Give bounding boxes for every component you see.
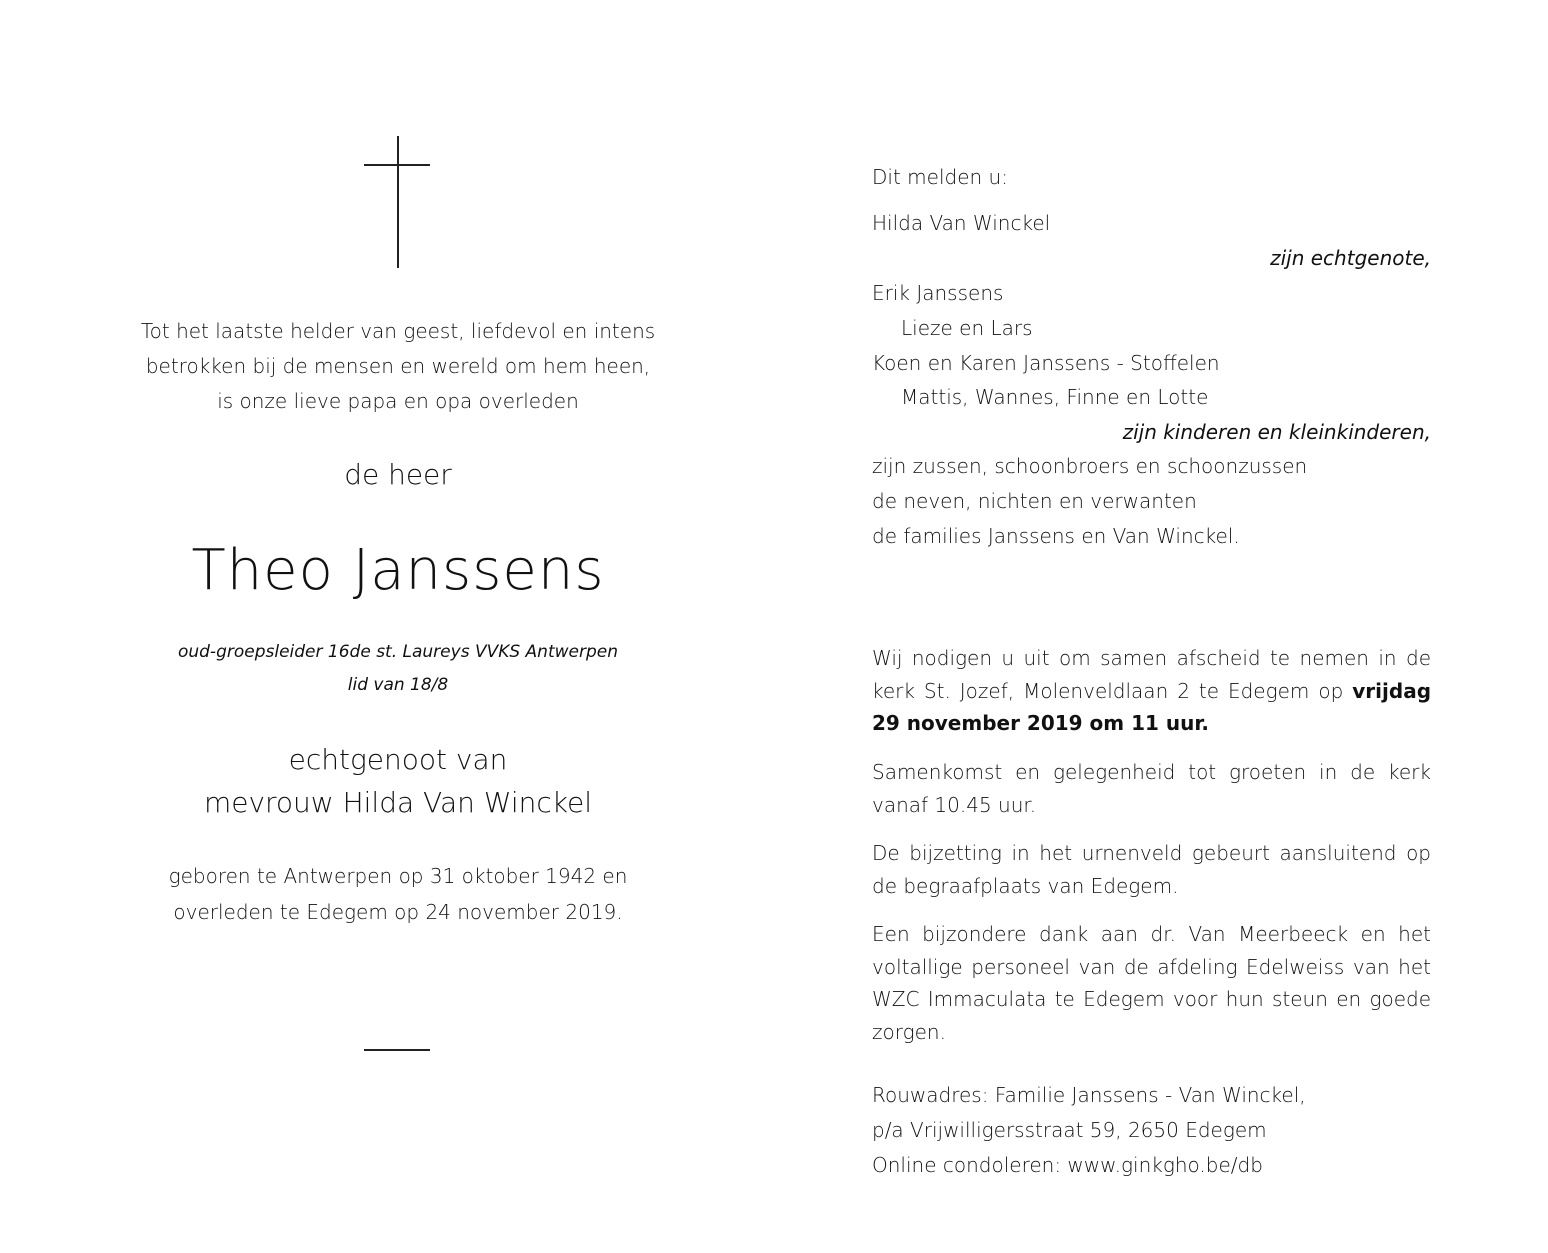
invitation-paragraph [872, 642, 1431, 740]
role-line: lid van 18/8 [347, 675, 449, 695]
thanks-paragraph: Een bijzondere dank aan dr. Van Meerbeeck en het voltallige personeel van de afdeling Edelweiss van het WZC Immaculata te Edegem voor hun steun en goede zorgen. [872, 922, 1431, 1044]
intro-text [100, 314, 696, 419]
intro-line: is onze lieve papa en opa overleden [217, 389, 579, 413]
burial-paragraph: De bijzetting in het urnenveld gebeurt aansluitend op de begraafplaats van Edegem. [872, 841, 1431, 898]
family-line: Erik Janssens [872, 281, 1004, 305]
spouse-text [100, 738, 696, 824]
invitation-text: Wij nodigen u uit om samen afscheid te nemen in de kerk St. Jozef, Molenveldlaan 2 te Edegem op [872, 646, 1431, 703]
announce-heading: Dit melden u: [872, 165, 1008, 189]
address-line: p/a Vrijwilligersstraat 59, 2650 Edegem [872, 1118, 1267, 1142]
invitation-date: vrijdag 29 november 2019 om 11 uur. [872, 678, 1432, 735]
death-line: overleden te Edegem op 24 november 2019. [173, 900, 623, 924]
spouse-line: mevrouw Hilda Van Winckel [203, 786, 593, 819]
title-prefix: de heer [344, 458, 452, 491]
address-block [872, 1078, 1306, 1183]
family-line: Koen en Karen Janssens - Stoffelen [872, 351, 1220, 375]
condolence-link[interactable]: Online condoleren: www.ginkgho.be/db [872, 1153, 1263, 1177]
intro-line: Tot het laatste helder van geest, liefdevol en intens [140, 319, 656, 343]
birth-death-text [100, 858, 696, 930]
birth-line: geboren te Antwerpen op 31 oktober 1942 en [168, 864, 628, 888]
role-text [100, 636, 696, 702]
family-line: Lieze en Lars [901, 316, 1033, 340]
gathering-paragraph: Samenkomst en gelegenheid tot groeten in de kerk vanaf 10.45 uur. [872, 760, 1431, 817]
address-line: Rouwadres: Familie Janssens - Van Winckel, [872, 1083, 1306, 1107]
relatives-line: de families Janssens en Van Winckel. [872, 524, 1240, 548]
spouse-name: Hilda Van Winckel [872, 211, 1051, 235]
relatives-line: de neven, nichten en verwanten [872, 489, 1197, 513]
family-line: Mattis, Wannes, Finne en Lotte [901, 385, 1209, 409]
closing-divider [364, 1049, 430, 1051]
relatives-line: zijn zussen, schoonbroers en schoonzussen [872, 454, 1308, 478]
role-line: oud-groepsleider 16de st. Laureys VVKS Antwerpen [177, 642, 619, 662]
spouse-relation: zijn echtgenote, [1270, 246, 1431, 270]
children-relation: zijn kinderen en kleinkinderen, [1122, 420, 1431, 444]
intro-line: betrokken bij de mensen en wereld om hem heen, [145, 354, 651, 378]
deceased-name: Theo Janssens [191, 538, 605, 603]
spouse-line: echtgenoot van [288, 743, 508, 776]
